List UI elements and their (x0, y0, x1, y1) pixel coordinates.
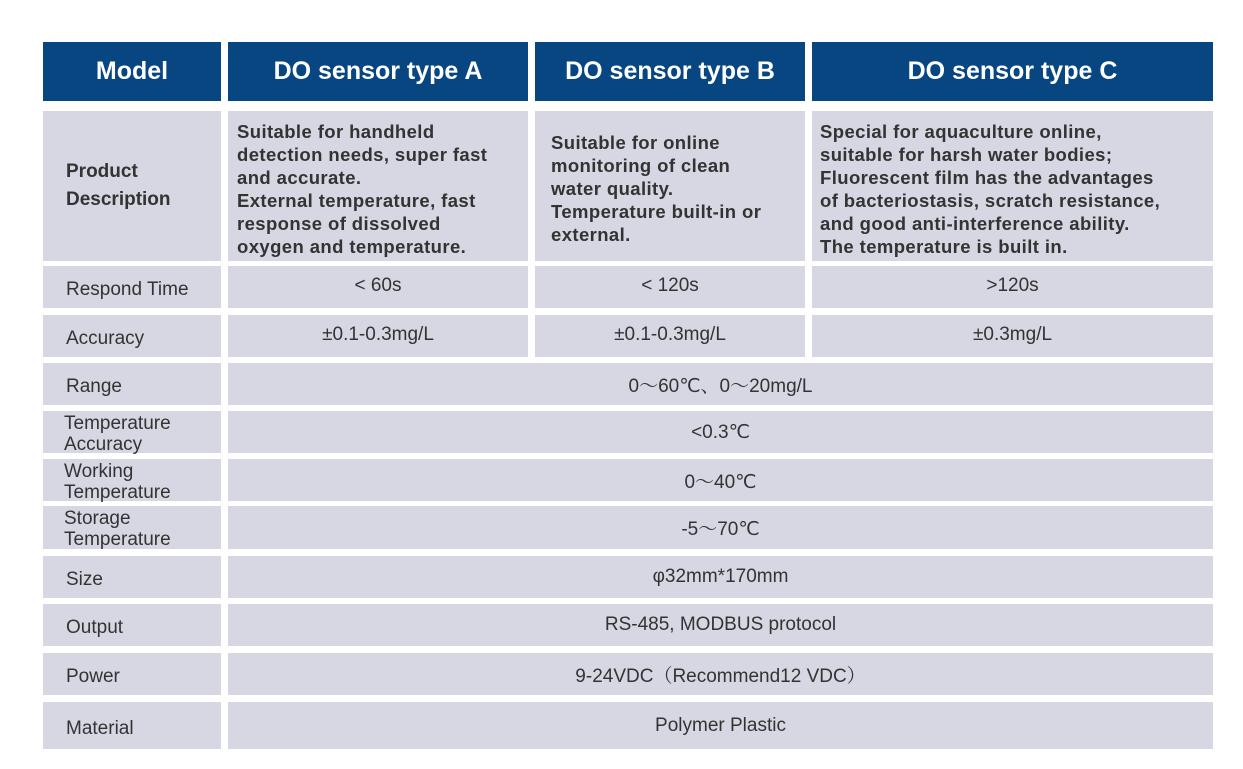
size-value (228, 556, 1213, 598)
label-line: Working (64, 461, 134, 482)
description-line: Special for aquaculture online, (820, 121, 1102, 142)
material-label-text: Material (66, 717, 134, 739)
power-label-text: Power (66, 666, 120, 687)
accuracy-type-b (535, 315, 805, 357)
respond-time-label (43, 266, 221, 308)
range-label (43, 363, 221, 405)
temperature-accuracy-value (228, 411, 1213, 453)
description-label-line: Description (66, 189, 171, 210)
power-value-text: 9-24VDC（Recommend12 VDC） (575, 665, 866, 687)
power-value (228, 653, 1213, 695)
header-type-b (535, 42, 805, 101)
respond-time-type-c (812, 266, 1213, 308)
storage-temperature-value (228, 506, 1213, 549)
header-type-c-label: DO sensor type C (907, 57, 1118, 85)
size-label-text: Size (66, 569, 103, 590)
respond-time-type-c-value: >120s (986, 274, 1039, 296)
description-line: Temperature built-in or (551, 201, 762, 222)
power-label (43, 653, 221, 695)
accuracy-type-c (812, 315, 1213, 357)
description-line: detection needs, super fast (237, 144, 488, 165)
description-line: The temperature is built in. (820, 236, 1068, 257)
temperature-accuracy-value-text: <0.3℃ (691, 421, 750, 443)
material-value (228, 702, 1213, 749)
output-label (43, 604, 221, 646)
description-line: and accurate. (237, 167, 362, 188)
working-temperature-value (228, 459, 1213, 501)
respond-time-label-text: Respond Time (66, 278, 189, 300)
header-type-a-label: DO sensor type A (273, 57, 483, 85)
description-line: suitable for harsh water bodies; (820, 144, 1113, 165)
description-line: Fluorescent film has the advantages (820, 167, 1154, 188)
description-line: of bacteriostasis, scratch resistance, (820, 190, 1161, 211)
material-value-text: Polymer Plastic (655, 714, 786, 736)
description-label-line: Product (66, 161, 138, 182)
accuracy-label-text: Accuracy (66, 327, 145, 349)
respond-time-type-a (228, 266, 528, 308)
temperature-accuracy-label (43, 411, 221, 453)
storage-temperature-label (43, 506, 221, 549)
accuracy-type-c-value: ±0.3mg/L (972, 323, 1053, 345)
material-label (43, 702, 221, 749)
description-line: water quality. (551, 178, 674, 199)
working-temperature-value-text: 0～40℃ (684, 471, 757, 493)
description-type-b (535, 111, 805, 261)
respond-time-type-a-value: < 60s (354, 274, 402, 296)
header-type-c (812, 42, 1213, 101)
range-value-text: 0～60℃、0～20mg/L (628, 375, 813, 397)
description-line: oxygen and temperature. (237, 236, 467, 257)
header-type-b-label: DO sensor type B (565, 57, 775, 85)
description-type-c (812, 111, 1213, 261)
output-label-text: Output (66, 617, 124, 638)
label-line: Temperature (64, 413, 171, 434)
description-line: monitoring of clean (551, 155, 731, 176)
header-type-a (228, 42, 528, 101)
accuracy-label (43, 315, 221, 357)
label-line: Temperature (64, 482, 171, 503)
respond-time-type-b (535, 266, 805, 308)
accuracy-type-a (228, 315, 528, 357)
header-model (43, 42, 221, 101)
description-line: Suitable for online (551, 132, 720, 153)
range-value (228, 363, 1213, 405)
description-label (43, 111, 221, 261)
label-line: Accuracy (64, 434, 143, 455)
description-line: External temperature, fast (237, 190, 476, 211)
description-type-a (228, 111, 528, 261)
description-line: and good anti-interference ability. (820, 213, 1130, 234)
label-line: Storage (64, 508, 131, 529)
label-line: Temperature (64, 529, 171, 550)
size-label (43, 556, 221, 598)
description-line: external. (551, 224, 631, 245)
output-value (228, 604, 1213, 646)
description-line: response of dissolved (237, 213, 441, 234)
storage-temperature-value-text: -5～70℃ (681, 519, 760, 540)
description-line: Suitable for handheld (237, 121, 435, 142)
respond-time-type-b-value: < 120s (641, 274, 699, 296)
header-model-label: Model (95, 57, 169, 85)
accuracy-type-b-value: ±0.1-0.3mg/L (614, 323, 726, 345)
size-value-text: φ32mm*170mm (652, 566, 789, 587)
output-value-text: RS-485, MODBUS protocol (604, 614, 837, 635)
accuracy-type-a-value: ±0.1-0.3mg/L (322, 323, 434, 345)
working-temperature-label (43, 459, 221, 501)
range-label-text: Range (66, 375, 122, 397)
